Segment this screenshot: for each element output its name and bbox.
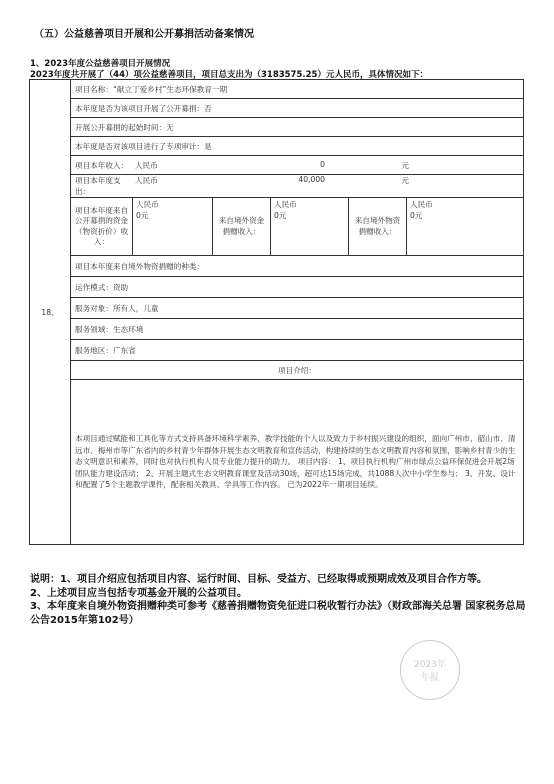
income-unit: 元 [401,160,409,170]
foreign-fund-label: 来自境外资金捐赠收入： [213,198,271,255]
special-audit: 本年度是否对该项目进行了专项审计：是 [71,137,524,156]
expense-row [71,175,524,198]
amount-value: 0元 [274,210,287,220]
currency-label: 人民币 [274,200,297,209]
service-field: 服务领域：生态环境 [71,319,524,340]
expense-currency: 人民币 [135,176,158,185]
public-fundraising: 本年度是否为该项目开展了公开募捐：否 [71,99,524,118]
expense-unit: 元 [401,176,409,185]
foreign-goods-value [407,198,523,255]
stamp-line2: 年报 [420,673,439,683]
income-row [71,156,524,175]
foreign-fund-value [271,198,349,255]
operation-mode: 运作模式：资助 [71,277,524,298]
note-2: 2、上述项目应当包括专项基金开展的公益项目。 [30,587,247,599]
fundraising-start: 开展公开募捐的起始时间：无 [71,118,524,137]
amount-value: 0元 [410,210,423,220]
foreign-goods-types: 项目本年度来自境外物资捐赠的种类： [71,256,524,277]
intro-title: 项目介绍： [71,361,524,380]
project-table [29,79,524,545]
service-region: 服务地区：广东省 [71,340,524,361]
currency-label: 人民币 [136,200,159,209]
notes [30,573,530,627]
row-number: 18、 [30,80,71,545]
public-fundraising-income-value [133,198,213,255]
project-name: 项目名称：“献立丁爱乡村”生态环保教育一期 [71,80,524,99]
note-1: 说明：1、项目介绍应包括项目内容、运行时间、目标、受益方、已经取得或预期成效及项目合作方等。 [30,574,487,585]
expense-label: 项目本年度支出： [75,176,121,196]
public-fundraising-income-label: 项目本年度来自公开募捐的资金（物资折价）收入： [71,198,133,255]
income-label: 项目本年收入： [75,160,129,170]
foreign-goods-label: 来自境外物资捐赠收入： [349,198,407,255]
income-breakdown [71,198,524,256]
annual-report-stamp [400,640,460,700]
intro-body: 本项目通过赋能和工具化等方式支持具备环境科学素养、教学技能的个人以及致力于乡村振兴建设的组织，面向广州市、韶山市、清远市、梅州市等广东省内的乡村青少年群体开展生态文明教育和宣传活动，构建持续的生态文明教育内容和氛围，影响乡村青少的生态文明意识和素养，同时也对执行机构人员专业能力提升的助力。 项目内容： 1、项目执行机构广州市绿点公益环保促进会开展2场团队能力建设活动； 2、开展主题式生态文明教育课堂及活动30场，超可达15场完成，共1088人次中小学生参与； 3、开发、设计和配置了5个主题教学课件，配套相关教具、学具等工作内容。 已为2022年一期项目延续。 [71,380,524,545]
stamp-line1: 2023年 [414,660,446,670]
income-currency: 人民币 [135,160,158,170]
subsection-title: 1、2023年度公益慈善项目开展情况 [30,59,171,69]
income-value: 0 [320,159,325,169]
service-targets: 服务对象：所有人，儿童 [71,298,524,319]
amount-value: 0元 [136,210,149,220]
section-heading: （五）公益慈善项目开展和公开募捐活动备案情况 [34,29,254,40]
expense-value: 40,000 [298,175,325,184]
note-3: 3、本年度来自境外物资捐赠种类可参考《慈善捐赠物资免征进口税收暂行办法》（财政部海关总署 国家税务总局公告2015年第102号） [30,601,526,626]
currency-label: 人民币 [410,200,433,209]
summary-line: 2023年度共开展了（44）项公益慈善项目，项目总支出为（3183575.25）元人民币，具体情况如下： [30,70,428,80]
